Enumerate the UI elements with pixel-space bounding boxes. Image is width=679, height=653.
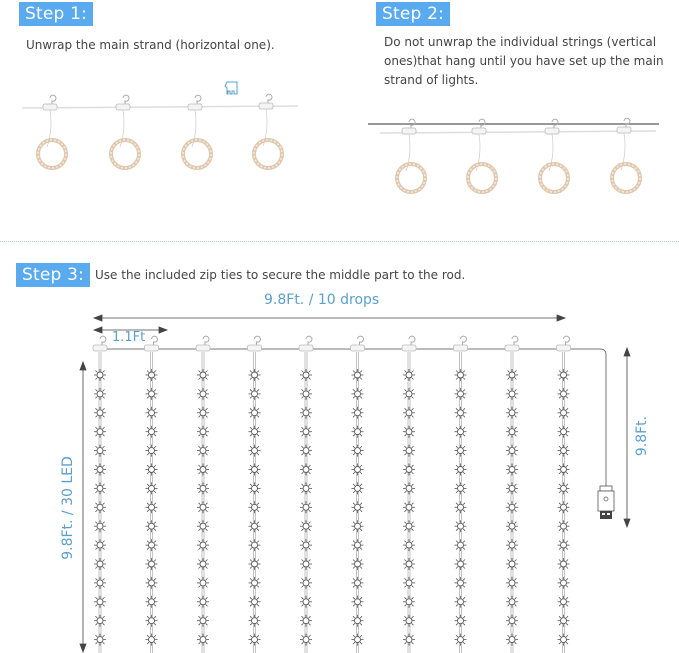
led-icon	[352, 520, 364, 532]
led-icon	[300, 558, 312, 570]
led-icon	[249, 577, 261, 589]
cable-length-label: 9.8Ft.	[634, 415, 650, 457]
led-icon	[352, 482, 364, 494]
led-icon	[197, 539, 209, 551]
led-icon	[558, 464, 570, 476]
led-icon	[197, 388, 209, 400]
led-icon	[146, 520, 158, 532]
led-icon	[94, 445, 106, 457]
step3-text: Use the included zip ties to secure the middle part to the rod.	[95, 268, 466, 282]
light-drop	[351, 336, 365, 653]
led-icon	[94, 558, 106, 570]
led-icon	[506, 388, 518, 400]
led-icon	[197, 615, 209, 627]
led-icon	[249, 369, 261, 381]
led-icon	[94, 464, 106, 476]
led-icon	[94, 369, 106, 381]
led-icon	[352, 615, 364, 627]
step2-text-line-1: Do not unwrap the individual strings (vertical	[384, 35, 657, 49]
led-icon	[197, 596, 209, 608]
led-icon	[146, 464, 158, 476]
led-icon	[249, 388, 261, 400]
led-icon	[146, 426, 158, 438]
hook-icon	[145, 336, 159, 351]
led-icon	[403, 558, 415, 570]
light-drop	[454, 336, 468, 653]
led-icon	[300, 426, 312, 438]
led-icon	[403, 464, 415, 476]
led-icon	[352, 388, 364, 400]
led-icon	[403, 520, 415, 532]
led-icon	[403, 596, 415, 608]
light-drop	[248, 336, 262, 653]
led-icon	[146, 501, 158, 513]
led-icon	[197, 426, 209, 438]
led-icon	[506, 482, 518, 494]
led-icon	[249, 539, 261, 551]
led-icon	[455, 520, 467, 532]
led-icon	[455, 577, 467, 589]
led-icon	[506, 615, 518, 627]
led-icon	[300, 520, 312, 532]
led-icon	[197, 501, 209, 513]
led-icon	[249, 615, 261, 627]
hook-icon	[196, 336, 210, 351]
led-icon	[300, 445, 312, 457]
led-icon	[455, 388, 467, 400]
led-icon	[146, 596, 158, 608]
led-icon	[197, 464, 209, 476]
led-icon	[403, 369, 415, 381]
led-icon	[197, 558, 209, 570]
led-icon	[455, 445, 467, 457]
led-icon	[94, 501, 106, 513]
step3-badge: Step 3:	[16, 263, 90, 287]
led-icon	[352, 539, 364, 551]
led-icon	[249, 482, 261, 494]
led-icon	[403, 426, 415, 438]
led-icon	[94, 482, 106, 494]
drop-length-label: 9.8Ft. / 30 LED	[60, 456, 76, 560]
led-icon	[506, 426, 518, 438]
led-icon	[249, 558, 261, 570]
hook-icon	[351, 336, 365, 351]
led-icon	[146, 482, 158, 494]
led-icon	[455, 501, 467, 513]
led-icon	[300, 596, 312, 608]
led-icon	[455, 369, 467, 381]
led-icon	[94, 634, 106, 646]
led-icon	[197, 482, 209, 494]
led-icon	[94, 577, 106, 589]
led-icon	[455, 615, 467, 627]
led-icon	[197, 520, 209, 532]
led-icon	[506, 539, 518, 551]
hand-pointer-icon	[225, 82, 237, 94]
hook-icon	[454, 336, 468, 351]
led-icon	[94, 388, 106, 400]
spacing-dimension-label: 1.1Ft	[112, 330, 146, 345]
led-icon	[94, 520, 106, 532]
led-icon	[352, 577, 364, 589]
led-icon	[506, 445, 518, 457]
led-icon	[300, 388, 312, 400]
step2-illustration	[368, 118, 659, 192]
led-icon	[94, 426, 106, 438]
led-icon	[506, 501, 518, 513]
light-drop	[196, 336, 210, 653]
led-icon	[146, 615, 158, 627]
led-icon	[506, 596, 518, 608]
led-icon	[146, 445, 158, 457]
led-icon	[403, 388, 415, 400]
led-icon	[403, 501, 415, 513]
led-icon	[455, 426, 467, 438]
led-icon	[558, 482, 570, 494]
led-icon	[197, 369, 209, 381]
led-icon	[249, 634, 261, 646]
led-icon	[300, 482, 312, 494]
led-icon	[352, 426, 364, 438]
led-icon	[300, 464, 312, 476]
light-drop	[145, 336, 159, 653]
led-icon	[146, 577, 158, 589]
led-icon	[352, 596, 364, 608]
led-icon	[506, 520, 518, 532]
hook-icon	[93, 336, 107, 351]
led-icon	[146, 558, 158, 570]
led-icon	[352, 501, 364, 513]
led-icon	[558, 445, 570, 457]
led-icon	[403, 445, 415, 457]
light-drop	[505, 336, 519, 653]
led-icon	[249, 445, 261, 457]
led-icon	[146, 539, 158, 551]
step1-badge: Step 1:	[19, 2, 93, 26]
led-icon	[558, 388, 570, 400]
led-icon	[506, 634, 518, 646]
led-icon	[300, 501, 312, 513]
led-icon	[558, 634, 570, 646]
led-icon	[300, 369, 312, 381]
step2-text-line-3: strand of lights.	[384, 73, 479, 87]
led-icon	[506, 369, 518, 381]
led-icon	[146, 369, 158, 381]
led-icon	[455, 482, 467, 494]
led-icon	[506, 558, 518, 570]
led-icon	[558, 577, 570, 589]
led-icon	[94, 615, 106, 627]
led-icon	[558, 539, 570, 551]
led-icon	[94, 407, 106, 419]
led-icon	[352, 558, 364, 570]
led-icon	[146, 388, 158, 400]
led-icon	[94, 539, 106, 551]
led-icon	[506, 577, 518, 589]
led-icon	[403, 482, 415, 494]
led-icon	[455, 596, 467, 608]
led-icon	[249, 426, 261, 438]
led-icon	[249, 407, 261, 419]
led-icon	[455, 634, 467, 646]
step2-badge: Step 2:	[376, 2, 450, 26]
hook-icon	[557, 336, 571, 351]
led-icon	[558, 615, 570, 627]
led-icon	[403, 634, 415, 646]
led-icon	[249, 520, 261, 532]
light-drop	[93, 336, 107, 653]
led-icon	[300, 539, 312, 551]
led-icon	[352, 445, 364, 457]
light-drop	[299, 336, 313, 653]
led-icon	[558, 501, 570, 513]
led-icon	[558, 426, 570, 438]
led-icon	[249, 596, 261, 608]
usb-plug-icon	[598, 486, 614, 519]
step1-illustration	[22, 82, 298, 168]
led-icon	[403, 407, 415, 419]
step1-text: Unwrap the main strand (horizontal one).	[26, 38, 275, 52]
led-icon	[300, 407, 312, 419]
led-icon	[558, 407, 570, 419]
led-icon	[249, 464, 261, 476]
led-icon	[146, 407, 158, 419]
led-icon	[506, 407, 518, 419]
width-dimension-label: 9.8Ft. / 10 drops	[264, 292, 380, 308]
led-icon	[455, 464, 467, 476]
led-icon	[403, 577, 415, 589]
led-icon	[558, 558, 570, 570]
hook-icon	[299, 336, 313, 351]
light-drop	[402, 336, 416, 653]
led-icon	[352, 369, 364, 381]
curtain-light-diagram	[93, 336, 614, 653]
led-icon	[352, 634, 364, 646]
hook-icon	[402, 336, 416, 351]
led-icon	[300, 634, 312, 646]
led-icon	[558, 596, 570, 608]
led-icon	[403, 615, 415, 627]
led-icon	[558, 369, 570, 381]
led-icon	[146, 634, 158, 646]
led-icon	[197, 634, 209, 646]
led-icon	[352, 407, 364, 419]
led-icon	[403, 539, 415, 551]
led-icon	[558, 520, 570, 532]
step2-text-line-2: ones)that hang until you have set up the main	[384, 54, 664, 68]
led-icon	[455, 539, 467, 551]
light-drop	[557, 336, 571, 653]
led-icon	[249, 501, 261, 513]
led-icon	[94, 596, 106, 608]
hook-icon	[248, 336, 262, 351]
led-icon	[300, 577, 312, 589]
led-icon	[352, 464, 364, 476]
led-icon	[506, 464, 518, 476]
led-icon	[197, 407, 209, 419]
led-icon	[197, 577, 209, 589]
led-icon	[300, 615, 312, 627]
led-icon	[197, 445, 209, 457]
led-icon	[455, 407, 467, 419]
hook-icon	[505, 336, 519, 351]
led-icon	[455, 558, 467, 570]
